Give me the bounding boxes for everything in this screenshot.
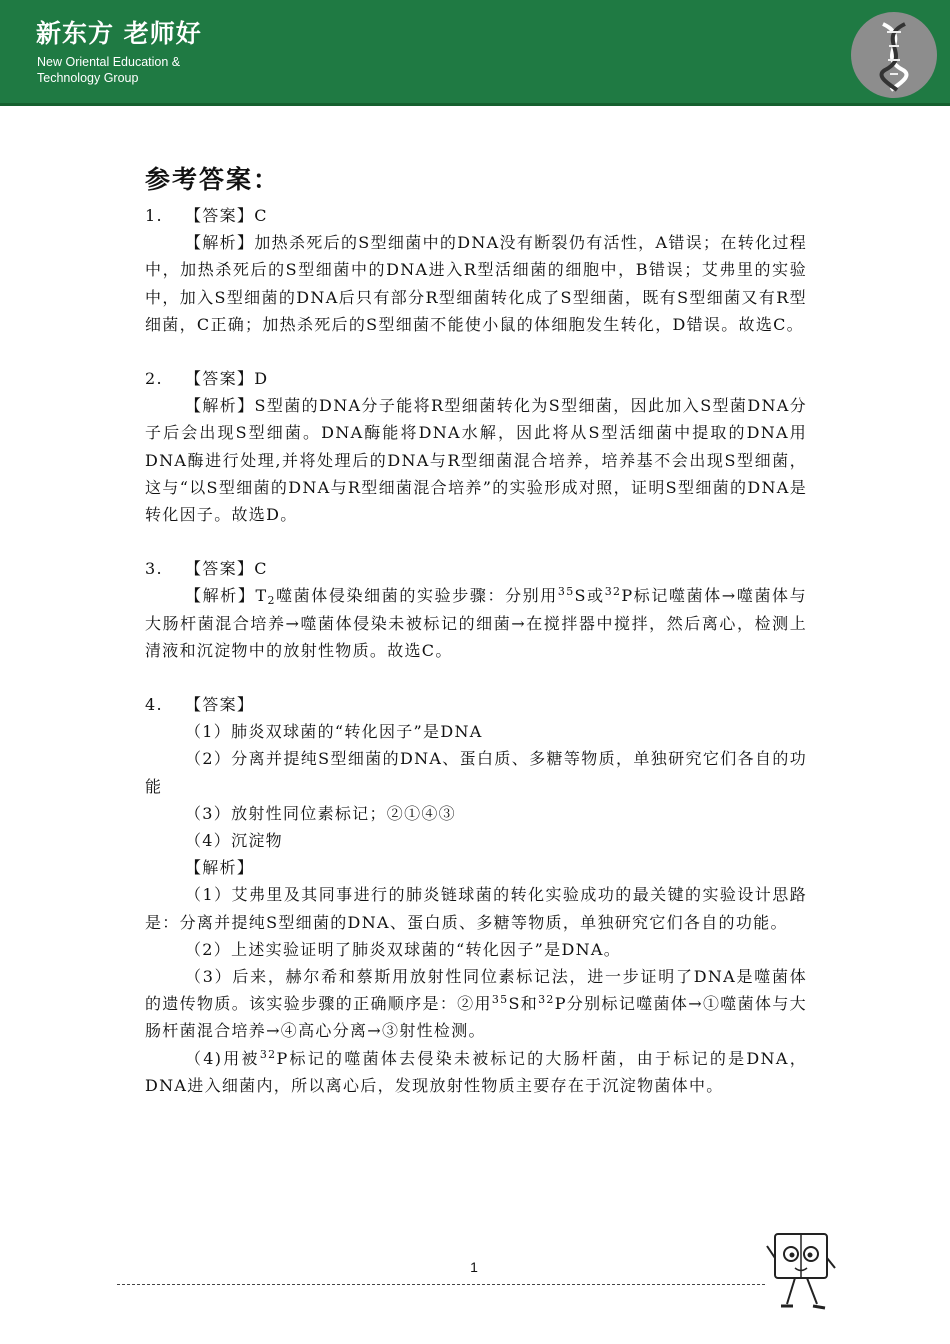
q4-explain-3: （3）后来，赫尔希和蔡斯用放射性同位素标记法，进一步证明了DNA是噬菌体的遗传物质。该实验步骤的正确顺序是：②用$^{35}$S和$^{32}$P分别标记噬菌体→①噬菌体与大肠杆菌混合培养→④高心分离→③射性检测。 — [145, 967, 807, 1041]
q3-analysis: 【解析】$T_2$噬菌体侵染细菌的实验步骤：分别用$^{35}$S或$^{32}$P标记噬菌体→噬菌体与大肠杆菌混合培养→噬菌体侵染未被标记的细菌→在搅拌器中搅拌，然后离心，检测上清液和沉淀物中的放射性物质。故选C。 — [145, 585, 807, 660]
q4-number: 4. — [145, 695, 163, 715]
q2-answer-text: 【答案】D — [185, 369, 269, 389]
q3-number: 3. — [145, 559, 163, 579]
q1-answer-text: 【答案】C — [185, 206, 268, 225]
brand-name-cn: 新东方 老师好 — [36, 19, 202, 48]
brand-en-line2: Technology Group — [37, 71, 139, 85]
answer-content — [145, 158, 807, 1099]
q4-answer-text: 【答案】 — [185, 695, 255, 715]
q2-answer — [145, 365, 807, 392]
page-title: 参考答案： — [145, 165, 281, 194]
page-number: 1 — [470, 1259, 478, 1275]
dna-logo-icon — [851, 12, 937, 98]
q4-answer-4: （4）沉淀物 — [185, 831, 283, 851]
q2-analysis: 【解析】S型菌的DNA分子能将R型细菌转化为S型细菌，因此加入S型菌DNA分子后会出现S型细菌。DNA酶能将DNA水解，因此将从S型活细菌中提取的DNA用DNA酶进行处理,并将处理后的DNA与R型细菌混合培养，培养基不会出现S型细菌，这与“以S型细菌的DNA与R型细菌混合培养”的实验形成对照，证明S型细菌的DNA是转化因子。故选D。 — [145, 396, 807, 525]
q1-analysis: 【解析】加热杀死后的S型细菌中的DNA没有断裂仍有活性，A错误；在转化过程中，加热杀死后的S型细菌中的DNA进入R型活细菌的细胞中，B错误；艾弗里的实验中，加入S型细菌的DNA后只有部分R型细菌转化成了S型细菌，既有S型细菌又有R型细菌，C正确；加热杀死后的S型细菌不能使小鼠的体细胞发生转化，D错误。故选C。 — [145, 233, 807, 334]
page-header — [0, 0, 950, 106]
q4-answer-1: （1）肺炎双球菌的“转化因子”是DNA — [185, 722, 483, 742]
q4-explain-2: （2）上述实验证明了肺炎双球菌的“转化因子”是DNA。 — [185, 939, 622, 959]
book-mascot-icon — [765, 1228, 837, 1316]
brand-en-line1: New Oriental Education & — [37, 55, 181, 69]
q3-answer — [145, 555, 807, 582]
brand-name-en — [37, 54, 180, 86]
q2-number: 2. — [145, 369, 163, 389]
footer-divider — [117, 1284, 765, 1285]
q4-explain-1: （1）艾弗里及其同事进行的肺炎链球菌的转化实验成功的最关键的实验设计思路是：分离并提纯S型细菌的DNA、蛋白质、多糖等物质，单独研究它们各自的功能。 — [145, 885, 807, 932]
q4-analysis-label: 【解析】 — [185, 858, 255, 878]
q3-answer-text: 【答案】C — [185, 559, 268, 579]
q4-answer — [145, 691, 807, 718]
q4-answer-2: （2）分离并提纯S型细菌的DNA、蛋白质、多糖等物质，单独研究它们各自的功能 — [145, 749, 807, 796]
q1-number: 1. — [145, 206, 163, 225]
q4-answer-3: （3）放射性同位素标记；②①④③ — [185, 803, 456, 823]
q4-explain-4: （4)用被$^{32}$P标记的噬菌体去侵染未被标记的大肠杆菌，由于标记的是DNA，DNA进入细菌内，所以离心后，发现放射性物质主要存在于沉淀物菌体中。 — [145, 1047, 807, 1095]
q1-answer — [145, 202, 807, 229]
